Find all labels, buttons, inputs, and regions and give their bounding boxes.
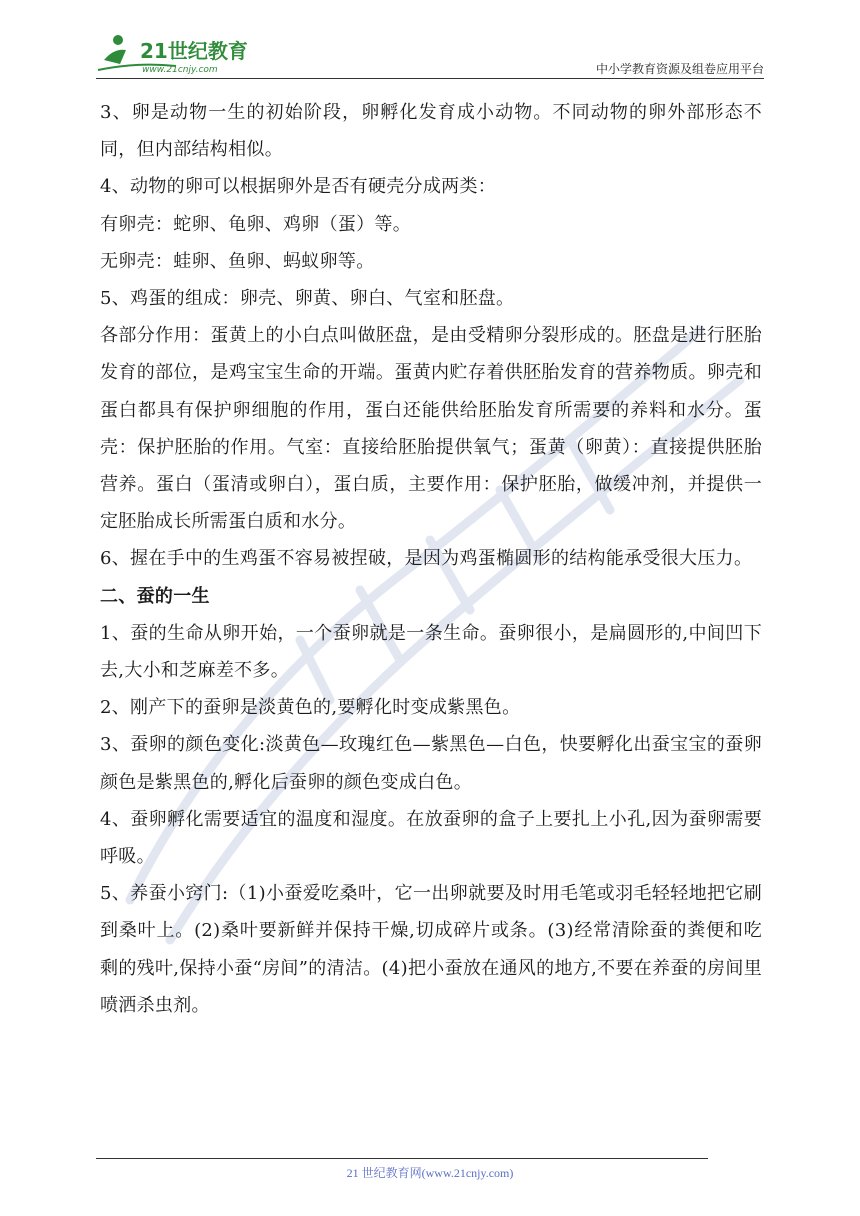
- paragraph: 3、卵是动物一生的初始阶段，卵孵化发育成小动物。不同动物的卵外部形态不同，但内部结构相似。: [100, 102, 762, 161]
- paragraph: 有卵壳：蛇卵、龟卵、鸡卵（蛋）等。: [100, 213, 412, 235]
- document-body: [100, 94, 762, 1024]
- page-footer: 21 世纪教育网(www.21cnjy.com): [346, 1166, 514, 1180]
- paragraph: 各部分作用：蛋黄上的小白点叫做胚盘，是由受精卵分裂形成的。胚盘是进行胚胎发育的部位，是鸡宝宝生命的开端。蛋黄内贮存着供胚胎发育的营养物质。卵壳和蛋白都具有保护卵细胞的作用，蛋白还能供给胚胎发育所需要的养料和水分。蛋壳：保护胚胎的作用。气室：直接给胚胎提供氧气；蛋黄（卵黄）：直接提供胚胎营养。蛋白（蛋清或卵白），蛋白质，主要作用：保护胚胎，做缓冲剂，并提供一定胚胎成长所需蛋白质和水分。: [100, 325, 762, 533]
- platform-name: 中小学教育资源及组卷应用平台: [595, 62, 764, 76]
- svg-text:21世纪教育: 21世纪教育: [140, 39, 248, 63]
- paragraph: 3、蚕卵的颜色变化:淡黄色—玫瑰红色—紫黑色—白色，快要孵化出蚕宝宝的蚕卵颜色是紫黑色的,孵化后蚕卵的颜色变成白色。: [100, 734, 762, 793]
- paragraph: 6、握在手中的生鸡蛋不容易被捏破，是因为鸡蛋椭圆形的结构能承受很大压力。: [100, 548, 753, 570]
- paragraph: 无卵壳：蛙卵、鱼卵、蚂蚁卵等。: [100, 250, 375, 272]
- site-logo: [96, 30, 266, 78]
- paragraph: 1、蚕的生命从卵开始，一个蚕卵就是一条生命。蚕卵很小，是扁圆形的,中间凹下去,大小和芝麻差不多。: [100, 622, 762, 682]
- paragraph: 2、刚产下的蚕卵是淡黄色的,要孵化时变成紫黑色。: [100, 697, 521, 719]
- paragraph: 4、动物的卵可以根据卵外是否有硬壳分成两类：: [100, 176, 497, 198]
- footer-divider: [96, 1158, 708, 1159]
- paragraph: 5、养蚕小窍门:（1)小蚕爱吃桑叶，它一出卵就要及时用毛笔或羽毛轻轻地把它刷到桑叶上。(2)桑叶要新鲜并保持干燥,切成碎片或条。(3)经常清除蚕的粪便和吃剩的残叶,保持小蚕“房间”的清洁。(4)把小蚕放在通风的地方,不要在养蚕的房间里喷洒杀虫剂。: [100, 883, 762, 1016]
- svg-text:www.21cnjy.com: www.21cnjy.com: [142, 65, 218, 75]
- header-divider: [96, 78, 764, 79]
- paragraph: 5、鸡蛋的组成：卵壳、卵黄、卵白、气室和胚盘。: [100, 288, 515, 310]
- section-heading: 二、蚕的一生: [100, 585, 210, 607]
- paragraph: 4、蚕卵孵化需要适宜的温度和湿度。在放蚕卵的盒子上要扎上小孔,因为蚕卵需要呼吸。: [100, 808, 762, 868]
- page-header: [96, 30, 764, 78]
